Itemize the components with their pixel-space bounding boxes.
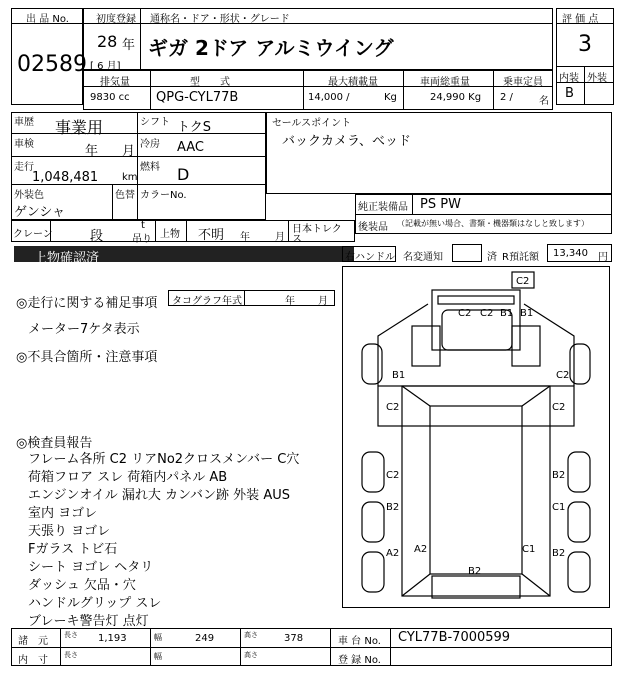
recycle-label: R預託額 — [502, 252, 539, 263]
inner-width-label: 幅 — [154, 652, 162, 661]
displacement-label: 排気量 — [100, 77, 130, 88]
inner-label: 内 寸 — [18, 655, 48, 666]
shift-label: シフト — [140, 117, 170, 128]
mileage-value: 1,048,481 — [32, 170, 99, 185]
history-label: 車歴 — [14, 117, 34, 128]
recycle-unit: 円 — [598, 252, 608, 263]
travel-title: ◎走行に関する補足事項 — [16, 296, 158, 311]
model: QPG-CYL77B — [156, 90, 239, 105]
crane-label: クレーン — [13, 229, 53, 240]
travel-note: メーター7ケタ表示 — [28, 322, 140, 337]
inspect-month: 月 — [122, 144, 136, 159]
width-value: 249 — [195, 633, 215, 644]
capacity-unit: 名 — [539, 96, 549, 107]
defect-title: ◎不具合箇所・注意事項 — [16, 350, 158, 365]
displacement: 9830 cc — [90, 92, 130, 103]
mark-a2-right: C1 — [522, 544, 536, 555]
inner-len-label: 長さ — [64, 651, 78, 659]
interior-grade: B — [565, 86, 574, 101]
tacho-year: 年 — [285, 296, 295, 307]
crane-dan: 段 — [90, 229, 104, 244]
name-change-box — [452, 244, 482, 262]
mark-b1-left: B1 — [392, 370, 406, 381]
mark-b2-right: C1 — [552, 502, 566, 513]
dims-label: 諸 元 — [18, 636, 48, 647]
colorchange-label: 色替 — [115, 190, 135, 201]
report-line-7: シート ヨゴレ ヘタリ — [28, 560, 154, 575]
mark-a2-left: A2 — [414, 544, 428, 555]
height-value: 378 — [284, 633, 304, 644]
inspector-title: ◎検査員報告 — [16, 436, 93, 451]
equipment-label: 純正装備品 — [358, 202, 408, 213]
lot-label: 出 品 No. — [26, 14, 69, 25]
exterior-label: 外装 — [587, 73, 607, 84]
upper-label: 上物 — [160, 229, 180, 240]
load-unit: Kg — [384, 92, 397, 103]
report-line-1: フレーム各所 C2 リアNo2クロスメンバー C穴 — [28, 452, 300, 467]
reg-month: [ 6 月] — [90, 61, 121, 72]
gross-label: 車両総重量 — [420, 77, 470, 88]
report-line-9: ハンドルグリップ スレ — [28, 596, 162, 611]
colorno-label: カラーNo. — [140, 190, 187, 201]
mark-b2-left: B2 — [386, 502, 400, 513]
grade-label: 評 価 点 — [562, 14, 599, 25]
model-label: 型 式 — [190, 77, 230, 88]
load-label: 最大積載量 — [328, 77, 378, 88]
mark-c2-cab-3: B1 — [500, 308, 514, 319]
steering-value: 右ハンドル — [345, 252, 395, 263]
sales-label: セールスポイント — [272, 118, 352, 129]
maker-line-1: 日本トレク — [292, 224, 342, 235]
mark-c2-cab-1: C2 — [458, 308, 472, 319]
upper-month: 月 — [275, 232, 285, 243]
mark-c1-left: A2 — [386, 548, 400, 559]
gross-value: 24,990 Kg — [430, 92, 482, 103]
confirm-text: 上物確認済 — [34, 251, 100, 266]
after-label: 後装品 — [358, 222, 388, 233]
mark-b1-right: C2 — [556, 370, 570, 381]
report-line-5: 天張り ヨゴレ — [28, 524, 111, 539]
history-value: 事業用 — [55, 118, 104, 137]
width-label: 幅 — [154, 633, 162, 642]
recycle-check: 済 — [487, 252, 497, 263]
ac-label: 冷房 — [140, 139, 160, 150]
crane-ton: t — [141, 220, 145, 231]
color-label: 外装色 — [14, 190, 44, 201]
height-label: 高さ — [244, 631, 258, 639]
reg-year: 28 — [97, 32, 118, 51]
reg-no-label: 登 録 No. — [338, 655, 381, 666]
mark-c2-left-upper: C2 — [386, 402, 400, 413]
grade-value: 3 — [578, 32, 592, 57]
car-name: ギガ 2ドア アルミウイング — [148, 36, 394, 60]
load-value: 14,000 / — [308, 92, 350, 103]
mark-c2-cab-2: C2 — [480, 308, 494, 319]
mileage-label: 走行 — [14, 162, 34, 173]
year-unit: 年 — [122, 38, 136, 53]
crane-hang: 吊り — [132, 234, 152, 245]
name-label: 通称名・ドア・形状・グレード — [150, 14, 290, 25]
equipment-value: PS PW — [420, 197, 461, 212]
tacho-label: タコグラフ年式 — [172, 296, 242, 307]
mileage-unit: km — [122, 172, 138, 183]
color-value: ゲンシャ — [14, 205, 66, 220]
recycle-amount: 13,340 — [553, 248, 588, 259]
len-value: 1,193 — [98, 633, 127, 644]
mark-c2-left-mid: C2 — [386, 470, 400, 481]
name-change-label: 名変通知 — [403, 252, 443, 263]
truck-diagram — [342, 266, 610, 608]
report-line-4: 室内 ヨゴレ — [28, 506, 98, 521]
report-line-3: エンジンオイル 漏れ大 カンバン跡 外装 AUS — [28, 488, 290, 503]
capacity-value: 2 / — [500, 92, 513, 103]
inspect-year: 年 — [85, 144, 99, 159]
interior-label: 内装 — [559, 73, 579, 84]
upper-value: 不明 — [198, 228, 225, 243]
capacity-label: 乗車定員 — [503, 77, 543, 88]
mark-b2-bottom: B2 — [468, 566, 482, 577]
inner-height-label: 高さ — [244, 651, 258, 659]
shift-value: トクS — [177, 120, 211, 135]
chassis-value: CYL77B-7000599 — [398, 630, 511, 645]
fuel-value: D — [177, 165, 190, 184]
report-line-8: ダッシュ 欠品・穴 — [28, 578, 136, 593]
after-note: （記載が無い場合、書類・機器類はなしと致します） — [397, 219, 589, 228]
chassis-label: 車 台 No. — [338, 636, 381, 647]
fuel-label: 燃料 — [140, 162, 160, 173]
mark-c2-right-upper: C2 — [552, 402, 566, 413]
mark-c1-right: B2 — [552, 548, 566, 559]
report-line-2: 荷箱フロア スレ 荷箱内パネル AB — [28, 470, 228, 485]
mark-b1-cab: B1 — [520, 308, 534, 319]
upper-year: 年 — [240, 232, 250, 243]
ac-value: AAC — [177, 140, 204, 155]
reg-label: 初度登録 — [96, 14, 136, 25]
maker-line-2: ス — [292, 234, 302, 245]
lot-number: 02589 — [17, 52, 87, 77]
tacho-month: 月 — [318, 296, 328, 307]
inspect-label: 車検 — [14, 139, 34, 150]
mark-c2-right-mid: B2 — [552, 470, 566, 481]
len-label: 長さ — [64, 631, 78, 639]
sales-value: バックカメラ、ベッド — [282, 134, 411, 149]
report-line-10: ブレーキ警告灯 点灯 — [28, 614, 149, 629]
mark-c2-top: C2 — [516, 276, 530, 287]
specs-box — [83, 70, 553, 110]
report-line-6: Fガラス トビ石 — [28, 542, 118, 557]
